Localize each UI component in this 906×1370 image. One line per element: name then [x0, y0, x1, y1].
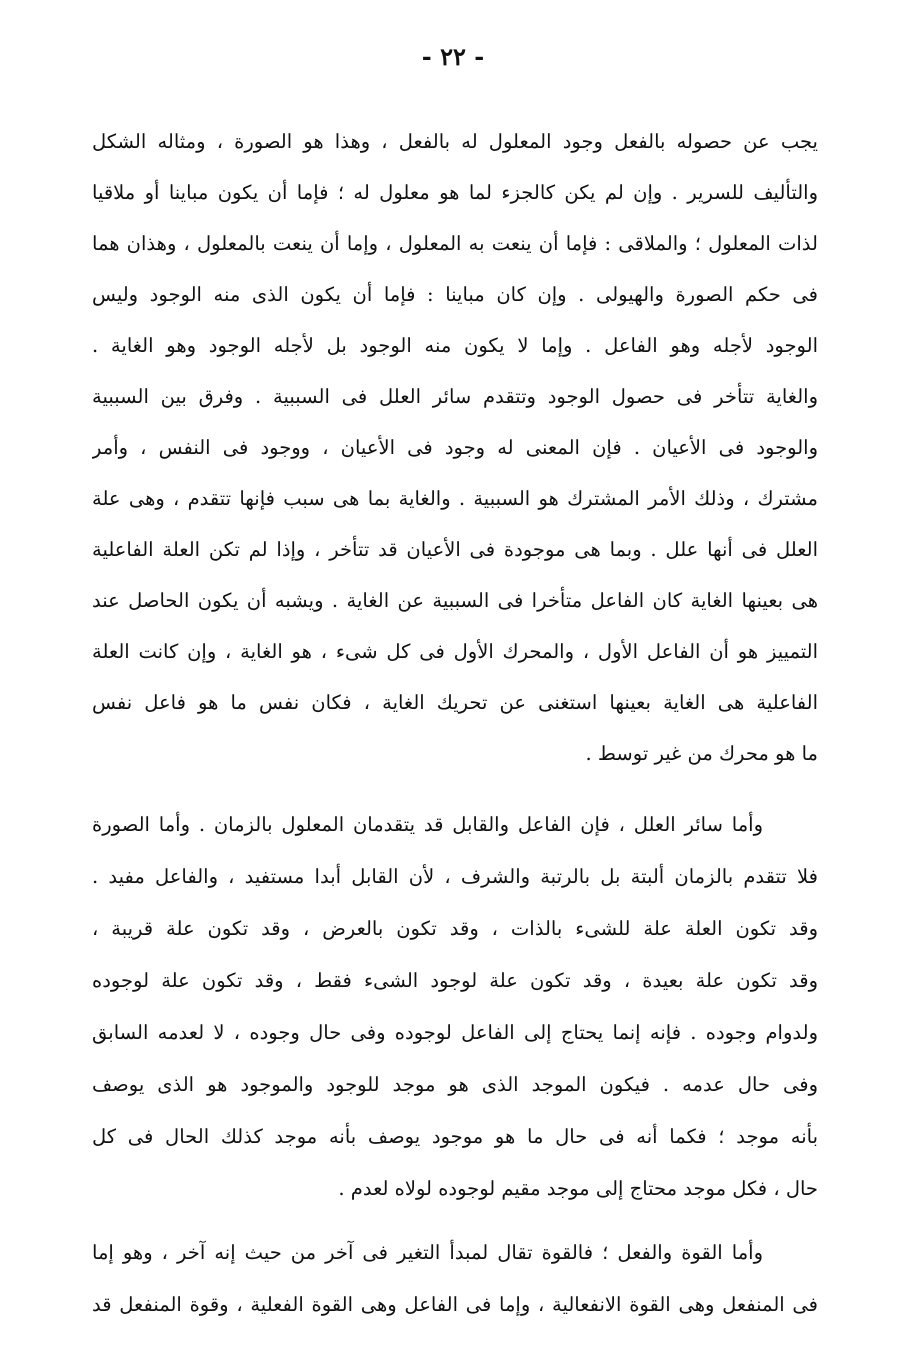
text-line: التمييز هو أن الفاعل الأول ، والمحرك الأول فى كل شىء ، هو الغاية ، وإن كانت العلة — [92, 640, 818, 663]
text-line: ولدوام وجوده . فإنه إنما يحتاج إلى الفاعل لوجوده وفى حال وجوده ، لا لعدمه السابق — [92, 1021, 818, 1044]
text-line: يجب عن حصوله بالفعل وجود المعلول له بالفعل ، وهذا هو الصورة ، ومثاله الشكل — [92, 130, 818, 153]
text-line: الفاعلية هى الغاية بعينها استغنى عن تحريك الغاية ، فكان نفس ما هو فاعل نفس — [92, 691, 818, 714]
text-line: فى المنفعل وهى القوة الانفعالية ، وإما فى الفاعل وهى القوة الفعلية ، وقوة المنفعل قد — [92, 1293, 818, 1316]
text-line: والوجود فى الأعيان . فإن المعنى له وجود فى الأعيان ، ووجود فى النفس ، وأمر — [92, 436, 818, 459]
text-line: وقد تكون علة بعيدة ، وقد تكون علة لوجود الشىء فقط ، وقد تكون علة لوجوده — [92, 969, 818, 992]
text-line: لذات المعلول ؛ والملاقى : فإما أن ينعت به المعلول ، وإما أن ينعت بالمعلول ، وهذان هما — [92, 232, 818, 255]
page-number: - ٢٢ - — [421, 42, 485, 71]
text-line: والغاية تتأخر فى حصول الوجود وتتقدم سائر العلل فى السببية . وفرق بين السببية — [92, 385, 818, 408]
text-line: هى بعينها الغاية كان الفاعل متأخرا فى السببية عن الغاية . ويشبه أن يكون الحاصل عند — [92, 589, 818, 612]
text-line: وأما سائر العلل ، فإن الفاعل والقابل قد يتقدمان المعلول بالزمان . وأما الصورة — [92, 813, 763, 836]
text-line: حال ، فكل موجد محتاج إلى موجد مقيم لوجوده لولاه لعدم . — [338, 1177, 818, 1200]
text-line: وأما القوة والفعل ؛ فالقوة تقال لمبدأ التغير فى آخر من حيث إنه آخر ، وهو إما — [92, 1241, 763, 1264]
text-line: بأنه موجد ؛ فكما أنه فى حال ما هو موجود يوصف بأنه موجد كذلك الحال فى كل — [92, 1125, 818, 1148]
text-line: فلا تتقدم بالزمان ألبتة بل بالرتبة والشرف ، لأن القابل أبدا مستفيد ، والفاعل مفيد . — [92, 865, 818, 888]
text-line: العلل فى أنها علل . وبما هى موجودة فى الأعيان قد تتأخر ، وإذا لم تكن العلة الفاعلية — [92, 538, 818, 561]
text-line: وقد تكون العلة علة للشىء بالذات ، وقد تكون بالعرض ، وقد تكون علة قريبة ، — [92, 917, 818, 940]
text-line: ما هو محرك من غير توسط . — [585, 742, 818, 765]
text-line: وفى حال عدمه . فيكون الموجد الذى هو موجد للوجود والموجود هو الذى يوصف — [92, 1073, 818, 1096]
text-line: فى حكم الصورة والهيولى . وإن كان مباينا : فإما أن يكون الذى منه الوجود وليس — [92, 283, 818, 306]
text-line: والتأليف للسرير . وإن لم يكن كالجزء لما هو معلول له ؛ فإما أن يكون مباينا أو ملاقيا — [92, 181, 818, 204]
text-line: مشترك ، وذلك الأمر المشترك هو السببية . والغاية بما هى سبب فإنها تتقدم ، وهى علة — [92, 487, 818, 510]
text-line: الوجود لأجله وهو الفاعل . وإما لا يكون منه الوجود بل لأجله الوجود وهو الغاية . — [92, 334, 818, 357]
